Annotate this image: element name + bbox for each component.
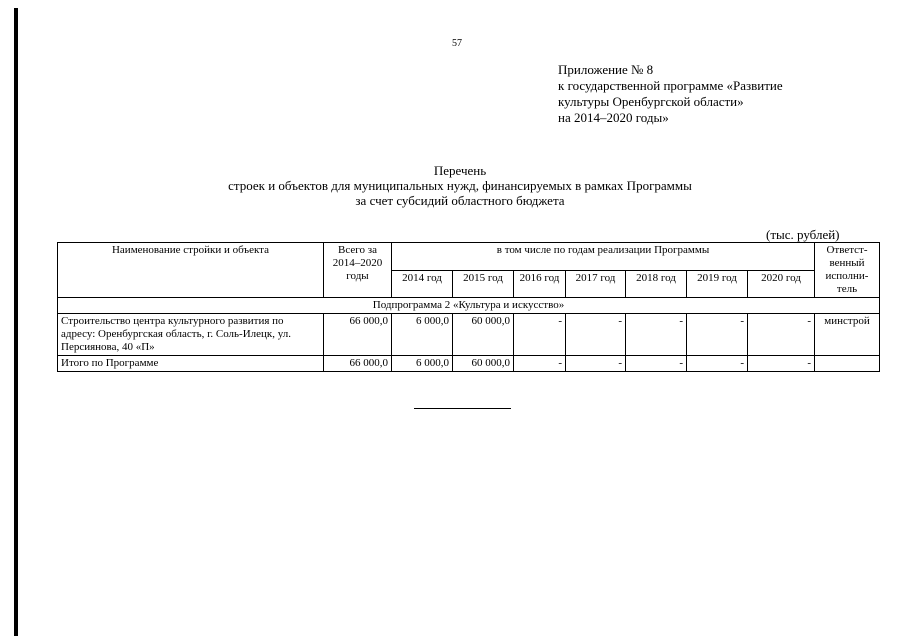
object-name: Строительство центра культурного развития по адресу: Оренбургская область, г. Соль-Илецк, ул. Персиянова, 40 «П» (58, 314, 324, 356)
total-responsible (815, 356, 880, 372)
header-name: Наименование стройки и объекта (58, 243, 324, 298)
total-year-value: - (514, 356, 566, 372)
objects-table (57, 242, 880, 372)
year-value: 60 000,0 (453, 314, 514, 356)
total-year-value: - (687, 356, 748, 372)
appendix-line: на 2014–2020 годы» (558, 110, 669, 125)
subprogram-row (58, 298, 880, 314)
total-year-value: 60 000,0 (453, 356, 514, 372)
object-total: 66 000,0 (324, 314, 392, 356)
header-year: 2020 год (748, 270, 815, 298)
appendix-line: к государственной программе «Развитие (558, 78, 783, 93)
header-year: 2015 год (453, 270, 514, 298)
year-value: - (748, 314, 815, 356)
year-value: - (687, 314, 748, 356)
header-responsible: Ответст-венный исполни-тель (815, 243, 880, 298)
total-label: Итого по Программе (58, 356, 324, 372)
page-number: 57 (452, 38, 462, 49)
header-year: 2019 год (687, 270, 748, 298)
table-row (58, 314, 880, 356)
total-year-value: - (626, 356, 687, 372)
header-year: 2017 год (566, 270, 626, 298)
appendix-block (558, 62, 783, 126)
units-label: (тыс. рублей) (766, 227, 840, 242)
header-total: Всего за 2014–2020 годы (324, 243, 392, 298)
year-value: - (566, 314, 626, 356)
total-year-value: - (748, 356, 815, 372)
object-responsible: минстрой (815, 314, 880, 356)
header-by-year: в том числе по годам реализации Программы (392, 243, 815, 271)
heading-subtitle: за счет субсидий областного бюджета (355, 193, 565, 208)
year-value: - (514, 314, 566, 356)
total-sum: 66 000,0 (324, 356, 392, 372)
scan-margin-edge (14, 8, 18, 636)
table-header-row (58, 243, 880, 271)
header-year: 2018 год (626, 270, 687, 298)
appendix-title: Приложение № 8 (558, 62, 654, 77)
total-row (58, 356, 880, 372)
header-year: 2016 год (514, 270, 566, 298)
year-value: 6 000,0 (392, 314, 453, 356)
closing-rule (414, 408, 511, 409)
heading-title: Перечень (433, 163, 487, 178)
total-year-value: - (566, 356, 626, 372)
header-year: 2014 год (392, 270, 453, 298)
appendix-line: культуры Оренбургской области» (558, 94, 744, 109)
year-value: - (626, 314, 687, 356)
total-year-value: 6 000,0 (392, 356, 453, 372)
document-heading (160, 163, 760, 208)
heading-subtitle: строек и объектов для муниципальных нужд, финансируемых в рамках Программы (228, 178, 692, 193)
subprogram-title: Подпрограмма 2 «Культура и искусство» (58, 298, 880, 314)
